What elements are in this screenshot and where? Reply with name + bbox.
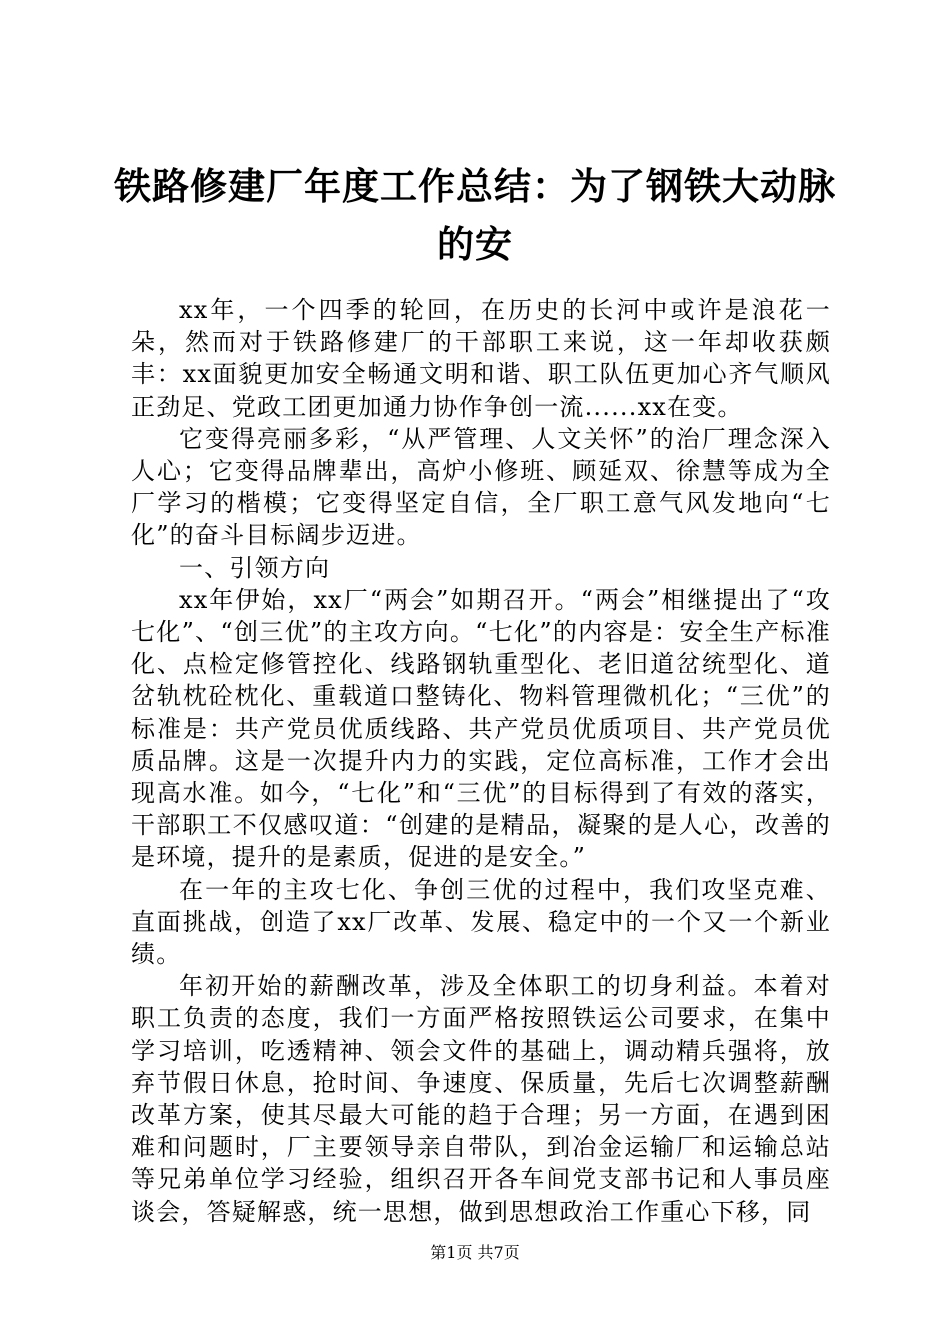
paragraph: 年初开始的薪酬改革，涉及全体职工的切身利益。本着对职工负责的态度，我们一方面严格按照铁运公司要求，在集中学习培训，吃透精神、领会文件的基础上，调动精兵强将，放弃节假日休息，抢时间、争速度、保质量，先后七次调整薪酬改革方案，使其尽最大可能的趋于合理；另一方面，在遇到困难和问题时，厂主要领导亲自带队，到冶金运输厂和运输总站等兄弟单位学习经验，组织召开各车间党支部书记和人事员座谈会，答疑解惑，统一思想，做到思想政治工作重心下移，同 bbox=[131, 972, 831, 1226]
paragraph: xx年伊始，xx厂“两会”如期召开。“两会”相继提出了“攻七化”、“创三优”的主攻方向。“七化”的内容是：安全生产标准化、点检定修管控化、线路钢轨重型化、老旧道岔统型化、道岔轨枕砼枕化、重载道口整铸化、物料管理微机化；“三优”的标准是：共产党员优质线路、共产党员优质项目、共产党员优质品牌。这是一次提升内力的实践，定位高标准，工作才会出现高水准。如今，“七化”和“三优”的目标得到了有效的落实，干部职工不仅感叹道：“创建的是精品，凝聚的是人心，改善的是环境，提升的是素质，促进的是安全。” bbox=[131, 585, 831, 872]
paragraph: xx年，一个四季的轮回，在历史的长河中或许是浪花一朵，然而对于铁路修建厂的干部职工来说，这一年却收获颇丰：xx面貌更加安全畅通文明和谐、职工队伍更加心齐气顺风正劲足、党政工团更加通力协作争创一流......xx在变。 bbox=[131, 296, 831, 421]
page-number-footer: 第1页 共7页 bbox=[430, 1243, 520, 1262]
document-body bbox=[131, 294, 831, 1228]
paragraph: 在一年的主攻七化、争创三优的过程中，我们攻坚克难、直面挑战，创造了xx厂改革、发展、稳定中的一个又一个新业绩。 bbox=[131, 875, 831, 969]
document-title: 铁路修建厂年度工作总结：为了钢铁大动脉的安 bbox=[114, 165, 836, 266]
section-heading: 一、引领方向 bbox=[179, 553, 331, 582]
paragraph: 它变得亮丽多彩，“从严管理、人文关怀”的治厂理念深入人心；它变得品牌辈出，高炉小修班、顾延双、徐慧等成为全厂学习的楷模；它变得坚定自信，全厂职工意气风发地向“七化”的奋斗目标阔步迈进。 bbox=[131, 424, 831, 550]
